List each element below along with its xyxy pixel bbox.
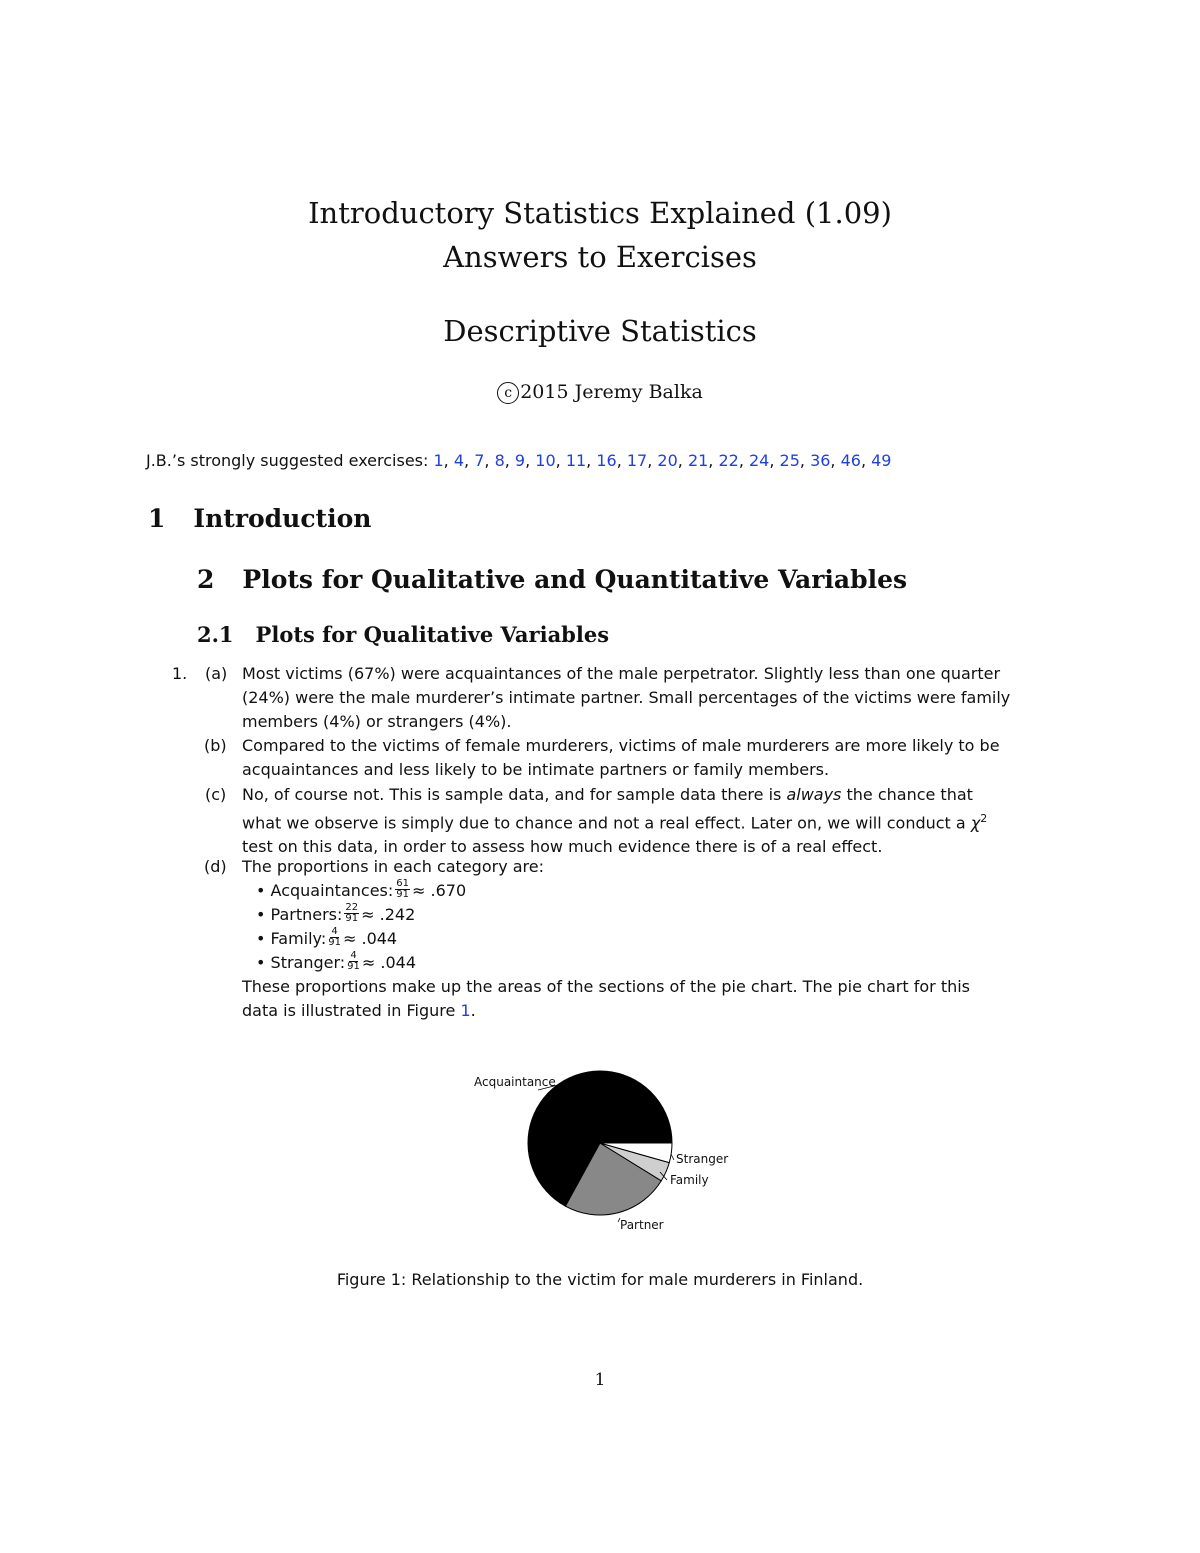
separator: , <box>443 451 454 470</box>
proportion-value: ≈ .044 <box>361 953 417 972</box>
separator: , <box>504 451 515 470</box>
separator: , <box>464 451 475 470</box>
separator: , <box>677 451 688 470</box>
part-a-label: (a) <box>205 664 228 683</box>
separator: , <box>484 451 495 470</box>
pie-label-acquaintance: Acquaintance <box>474 1075 556 1089</box>
figure-caption: Figure 1: Relationship to the victim for male murderers in Finland. <box>336 1270 864 1289</box>
separator: , <box>616 451 627 470</box>
proportion-item <box>256 903 1062 927</box>
section-number: 2 <box>197 565 215 594</box>
document-subtitle: Descriptive Statistics <box>443 314 757 348</box>
exercise-number: 1. <box>172 664 188 683</box>
pie-leader-line <box>671 1154 674 1160</box>
exercise-link-10[interactable]: 10 <box>535 451 556 470</box>
text-line: (24%) were the male murderer’s intimate partner. Small percentages of the victims were family <box>242 688 1011 707</box>
text-line: acquaintances and less likely to be intimate partners or family members. <box>242 760 830 779</box>
exercise-link-20[interactable]: 20 <box>657 451 678 470</box>
numerator: 61 <box>396 878 409 889</box>
denominator: 91 <box>396 889 409 900</box>
pie-label-stranger: Stranger <box>676 1152 729 1166</box>
separator: , <box>555 451 566 470</box>
numerator: 22 <box>345 902 359 913</box>
text-line: These proportions make up the areas of the sections of the pie chart. The pie chart for this <box>242 977 971 996</box>
suggested-label: J.B.’s strongly suggested exercises: <box>146 451 429 470</box>
copyright-text: 2015 Jeremy Balka <box>520 381 703 403</box>
numerator: 4 <box>350 950 357 961</box>
proportion-item <box>256 879 1062 903</box>
separator: , <box>860 451 872 470</box>
pie-label-partner: Partner <box>620 1218 664 1232</box>
exercise-link-16[interactable]: 16 <box>596 451 617 470</box>
exercise-link-8[interactable]: 8 <box>494 451 505 470</box>
bullet-icon: • <box>256 881 271 900</box>
fraction <box>347 951 360 972</box>
document-title-line2: Answers to Exercises <box>443 240 757 274</box>
text-line: Compared to the victims of female murderers, victims of male murderers are more likely to be <box>242 736 1000 755</box>
bullet-icon: • <box>256 953 271 972</box>
separator: , <box>525 451 536 470</box>
proportion-item <box>256 951 1062 975</box>
separator: , <box>830 451 841 470</box>
exercise-link-1[interactable]: 1 <box>433 451 444 470</box>
text-line: what we observe is simply due to chance and not a real effect. Later on, we will conduct a $\chi^2$ <box>242 812 988 833</box>
part-c-label: (c) <box>205 785 227 804</box>
text-line: The proportions in each category are: <box>242 857 545 876</box>
exercise-link-11[interactable]: 11 <box>565 451 587 470</box>
exercise-link-4[interactable]: 4 <box>453 451 465 470</box>
text-line: No, of course not. This is sample data, and for sample data there is always the chance that <box>242 785 973 804</box>
proportion-value: ≈ .242 <box>361 905 416 924</box>
chi-symbol: χ <box>970 813 981 833</box>
exercise-link-7[interactable]: 7 <box>474 451 485 470</box>
text-line: members (4%) or strangers (4%). <box>242 712 512 731</box>
denominator: 91 <box>347 961 360 972</box>
section-title: Introduction <box>193 504 372 533</box>
pie-label-family: Family <box>670 1173 709 1187</box>
section-2-heading <box>197 565 907 594</box>
subsection-2-1-heading <box>197 622 609 647</box>
fraction <box>395 879 410 900</box>
bullet-icon: • <box>256 905 271 924</box>
proportion-value: ≈ .670 <box>412 881 467 900</box>
separator: , <box>769 451 780 470</box>
exercise-link-25[interactable]: 25 <box>779 451 800 470</box>
separator: , <box>586 451 597 470</box>
subsection-title: Plots for Qualitative Variables <box>255 622 610 647</box>
part-d-text <box>242 855 1062 1023</box>
exercise-link-22[interactable]: 22 <box>718 451 739 470</box>
exercise-link-21[interactable]: 21 <box>687 451 709 470</box>
text-line: Most victims (67%) were acquaintances of the male perpetrator. Slightly less than one quarter <box>242 664 1001 683</box>
part-b-text <box>242 734 1062 782</box>
fraction <box>328 927 341 948</box>
section-1-heading <box>148 504 371 533</box>
pie-chart <box>440 1060 780 1240</box>
exercise-link-46[interactable]: 46 <box>840 451 861 470</box>
proportion-value: ≈ .044 <box>342 929 398 948</box>
emphasis: always <box>786 785 842 804</box>
subsection-number: 2.1 <box>197 622 234 647</box>
section-number: 1 <box>148 504 166 533</box>
numerator: 4 <box>331 926 338 937</box>
figure-ref-link[interactable]: 1 <box>460 1001 471 1020</box>
proportion-list <box>256 879 1062 975</box>
separator: , <box>799 451 811 470</box>
proportion-label: Acquaintances: <box>270 881 394 900</box>
part-b-label: (b) <box>204 736 227 755</box>
part-d-label: (d) <box>204 857 227 876</box>
bullet-icon: • <box>256 929 271 948</box>
copyright-icon: c <box>497 382 519 404</box>
separator: , <box>647 451 658 470</box>
exercise-link-9[interactable]: 9 <box>514 451 526 470</box>
proportion-label: Family: <box>270 929 327 948</box>
exercise-link-49[interactable]: 49 <box>871 451 892 470</box>
exercise-link-36[interactable]: 36 <box>810 451 831 470</box>
suggested-exercises <box>146 449 1096 473</box>
suggested-exercise-links <box>433 451 891 470</box>
superscript: 2 <box>980 812 988 825</box>
exercise-link-24[interactable]: 24 <box>749 451 770 470</box>
document-title-line1: Introductory Statistics Explained (1.09) <box>308 196 892 230</box>
denominator: 91 <box>345 913 359 924</box>
part-c-text <box>242 783 1062 859</box>
separator: , <box>708 451 719 470</box>
part-a-text <box>242 662 1062 734</box>
section-title: Plots for Qualitative and Quantitative Variables <box>242 565 908 594</box>
proportion-item <box>256 927 1062 951</box>
copyright-line <box>0 381 1200 404</box>
fraction <box>344 903 359 924</box>
text-line: test on this data, in order to assess how much evidence there is of a real effect. <box>242 837 883 857</box>
denominator: 91 <box>328 937 341 948</box>
text-line: data is illustrated in Figure 1. <box>242 1001 476 1020</box>
page-number: 1 <box>594 1370 606 1390</box>
exercise-link-17[interactable]: 17 <box>626 451 648 470</box>
proportion-label: Partners: <box>270 905 343 924</box>
separator: , <box>738 451 749 470</box>
proportion-label: Stranger: <box>270 953 346 972</box>
